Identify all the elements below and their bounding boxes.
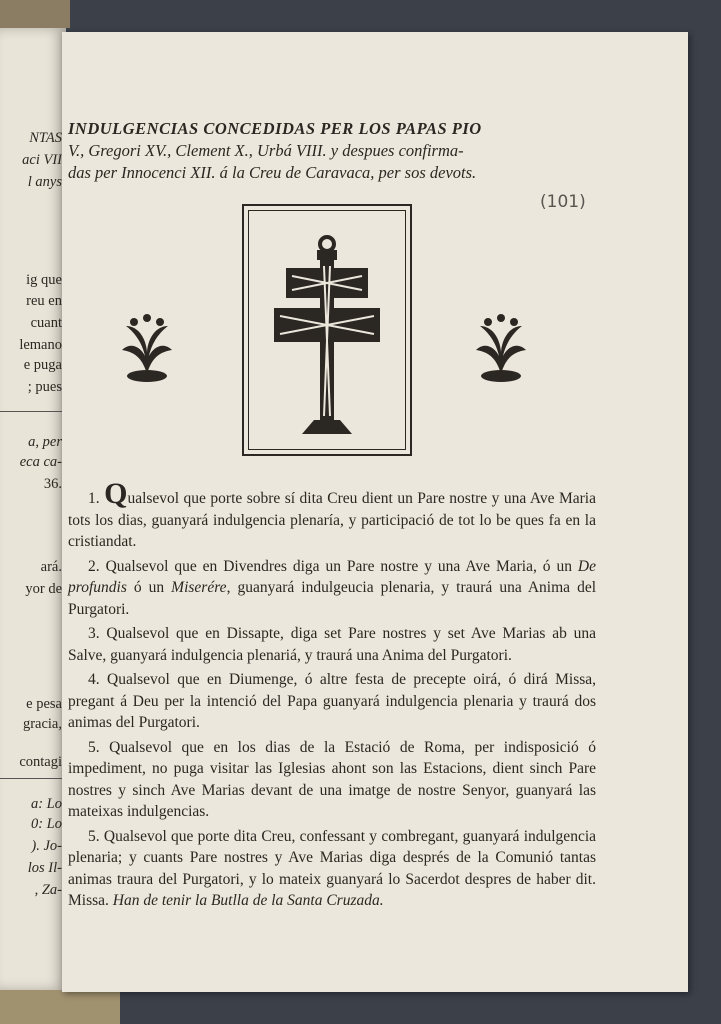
list-item: 2. Qualsevol que en Divendres diga un Pare nostre y una Ave Maria, ó un De profundis ó un Miserére, guanyará indulgeucia plenaria, y traurá una Anima del Purgatori.: [68, 557, 597, 618]
left-page-text-fragment: 0: Lo: [30, 816, 62, 832]
left-page-text-fragment: e pesa: [26, 696, 62, 712]
indulgence-list: [68, 477, 597, 915]
left-page-text-fragment: cuant: [30, 315, 62, 331]
left-page-rule: [0, 778, 66, 779]
left-page-text-fragment: gracia,: [22, 716, 62, 732]
left-page-text-fragment: ará.: [40, 559, 62, 575]
book-spine-bottom: [0, 990, 120, 1024]
list-item: 1. Qualsevol que porte sobre sí dita Creu dient un Pare nostre y una Ave Maria tots los dias, guanyará indulgencia plenaría, y participació de tot lo be ques fa en la cristiandat.: [68, 477, 596, 550]
left-page-text-fragment: a, per: [28, 434, 62, 450]
left-page-text-fragment: aci VII: [22, 152, 62, 168]
right-page: [62, 32, 688, 992]
left-page-text-fragment: NTAS: [29, 130, 62, 146]
folio-number: (101): [540, 192, 586, 212]
left-page-text-fragment: lemano: [19, 337, 62, 353]
left-page-text-fragment: 36.: [43, 476, 62, 492]
left-facing-page: [0, 28, 66, 990]
left-page-text-fragment: a: Lo: [30, 796, 62, 812]
title-line-2: V., Gregori XV., Clement X., Urbá VIII. y despues confirma-: [68, 141, 464, 160]
title-line-1: INDULGENCIAS CONCEDIDAS PER LOS PAPAS PIO: [68, 119, 482, 138]
caravaca-cross-illustration: [242, 204, 412, 456]
list-item: 5. Qualsevol que en los dias de la Estació de Roma, per indisposició ó impediment, no puga visitar las Iglesias ahont son las Estacions, dient sinch Pare nostres y sinch Ave Marias devant de una imatge de nostre Senyor, guanyará las mateixas indulgencias.: [68, 738, 597, 820]
left-page-text-fragment: yor de: [25, 581, 62, 597]
flower-ornament-left-icon: [112, 312, 182, 384]
left-page-text-fragment: l anys: [27, 174, 62, 190]
left-page-text-fragment: e puga: [23, 357, 62, 373]
left-page-text-fragment: los Il-: [27, 860, 62, 876]
left-page-text-fragment: ). Jo-: [31, 838, 62, 854]
left-page-text-fragment: reu en: [26, 293, 62, 309]
book-spine-top: [0, 0, 70, 28]
left-page-rule: [0, 411, 66, 412]
left-page-text-fragment: eca ca-: [19, 454, 62, 470]
list-item: 3. Qualsevol que en Dissapte, diga set Pare nostres y set Ave Marias ab una Salve, guanyará indulgencia plenariá, y traurá una Anima del Purgatori.: [68, 625, 596, 664]
left-page-text-fragment: contagi: [19, 754, 62, 770]
list-item: 5. Qualsevol que porte dita Creu, confessant y combregant, guanyará indulgencia plenaria; y cuants Pare nostres y Ave Marias diga després de la Comunió tantas animas traura del Purgatori, y lo mateix guanyará lo Sacerdot despres de haber dit. Missa. Han de tenir la Butlla de la Santa Cruzada.: [68, 827, 597, 909]
flower-ornament-right-icon: [466, 312, 536, 384]
left-page-text-fragment: ig que: [26, 272, 62, 288]
double-cross-icon: [244, 206, 410, 454]
list-item: 4. Qualsevol que en Diumenge, ó altre festa de precepte oirá, ó dirá Missa, pregant á Deu per la intenció del Papa guanyará indulgencia plenaria y traurá dos animas del Purgatori.: [68, 671, 597, 731]
left-page-text-fragment: , Za-: [34, 882, 62, 898]
title-line-3: das per Innocenci XII. á la Creu de Caravaca, per sos devots.: [68, 163, 477, 182]
left-page-text-fragment: ; pues: [27, 379, 62, 395]
page-title: [68, 118, 608, 184]
